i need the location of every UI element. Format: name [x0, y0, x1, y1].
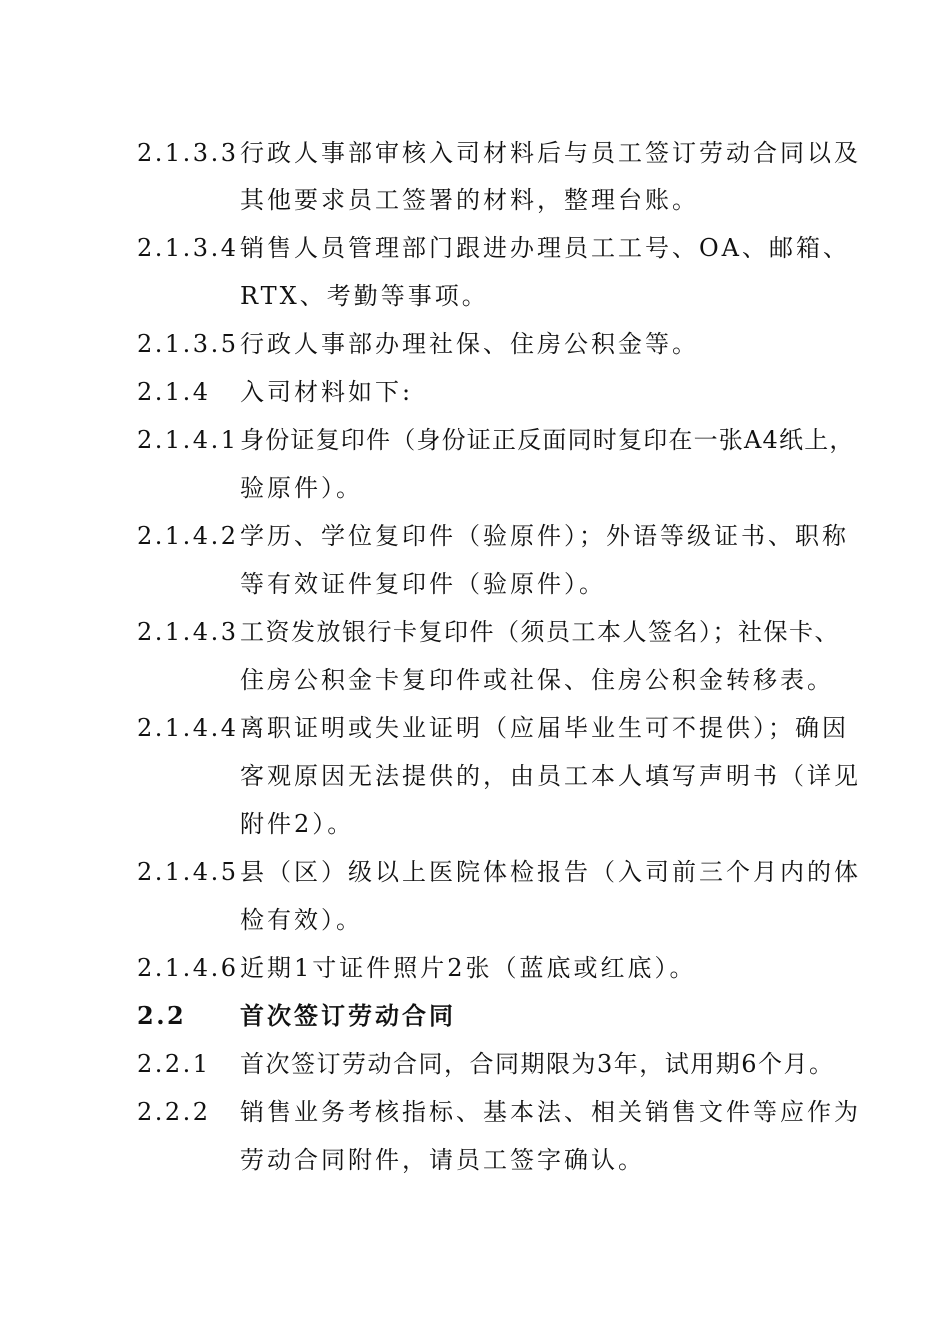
clause-number: 2.1.3.3 — [137, 139, 239, 167]
section-title: 首次签订劳动合同 — [240, 1001, 456, 1030]
clause-2-1-4-5 — [0, 852, 950, 892]
clause-number: 2.1.4.6 — [137, 954, 239, 982]
clause-number: 2.1.4 — [137, 378, 211, 406]
clause-2-1-3-4-cont — [0, 276, 950, 316]
clause-text: 销售业务考核指标、基本法、相关销售文件等应作为 — [240, 1098, 861, 1126]
clause-2-1-4 — [0, 372, 950, 412]
clause-number: 2.2.1 — [137, 1050, 211, 1078]
clause-number: 2.1.3.5 — [137, 330, 239, 358]
clause-text: 劳动合同附件，请员工签字确认。 — [240, 1146, 645, 1174]
clause-text: 身份证复印件（身份证正反面同时复印在一张A4纸上， — [240, 426, 855, 454]
clause-number: 2.1.4.4 — [137, 714, 239, 742]
clause-text: 其他要求员工签署的材料，整理台账。 — [240, 186, 699, 214]
clause-text: 行政人事部办理社保、住房公积金等。 — [240, 330, 699, 358]
clause-2-1-4-4-cont1 — [0, 756, 950, 796]
clause-number: 2.1.3.4 — [137, 234, 239, 262]
section-heading-2-2 — [0, 996, 950, 1036]
clause-text: 附件2）。 — [240, 810, 355, 838]
clause-2-1-4-3 — [0, 612, 950, 652]
clause-text: 行政人事部审核入司材料后与员工签订劳动合同以及 — [240, 139, 861, 167]
clause-text: 学历、学位复印件（验原件）；外语等级证书、职称 — [240, 522, 849, 550]
clause-number: 2.1.4.2 — [137, 522, 239, 550]
clause-text: RTX、考勤等事项。 — [240, 282, 489, 310]
clause-2-2-2 — [0, 1092, 950, 1132]
clause-2-1-4-2 — [0, 516, 950, 556]
clause-text: 住房公积金卡复印件或社保、住房公积金转移表。 — [240, 666, 834, 694]
clause-number: 2.1.4.3 — [137, 618, 239, 646]
clause-2-1-4-1-cont — [0, 468, 950, 508]
clause-2-1-4-5-cont — [0, 900, 950, 940]
clause-text: 近期1寸证件照片2张（蓝底或红底）。 — [240, 954, 697, 982]
clause-2-1-3-3 — [0, 133, 950, 173]
clause-number: 2.1.4.5 — [137, 858, 239, 886]
clause-2-1-4-3-cont — [0, 660, 950, 700]
clause-2-2-2-cont — [0, 1140, 950, 1180]
clause-text: 验原件）。 — [240, 474, 363, 502]
clause-text: 等有效证件复印件（验原件）。 — [240, 570, 606, 598]
clause-text: 县（区）级以上医院体检报告（入司前三个月内的体 — [240, 858, 861, 886]
clause-text: 首次签订劳动合同，合同期限为3年，试用期6个月。 — [240, 1050, 835, 1078]
clause-text: 离职证明或失业证明（应届毕业生可不提供）；确因 — [240, 714, 849, 742]
clause-2-1-4-4 — [0, 708, 950, 748]
clause-number: 2.2.2 — [137, 1098, 211, 1126]
clause-2-1-3-3-cont — [0, 180, 950, 220]
section-number: 2.2 — [137, 1001, 187, 1030]
clause-text: 检有效）。 — [240, 906, 363, 934]
clause-text: 销售人员管理部门跟进办理员工工号、OA、邮箱、 — [240, 234, 851, 262]
clause-text: 客观原因无法提供的，由员工本人填写声明书（详见 — [240, 762, 861, 790]
clause-2-1-4-1 — [0, 420, 950, 460]
clause-2-1-4-4-cont2 — [0, 804, 950, 844]
clause-2-1-3-5 — [0, 324, 950, 364]
clause-2-2-1 — [0, 1044, 950, 1084]
clause-text: 工资发放银行卡复印件（须员工本人签名）；社保卡、 — [240, 618, 840, 646]
clause-text: 入司材料如下: — [240, 378, 414, 406]
clause-2-1-4-2-cont — [0, 564, 950, 604]
clause-2-1-4-6 — [0, 948, 950, 988]
clause-number: 2.1.4.1 — [137, 426, 239, 454]
clause-2-1-3-4 — [0, 228, 950, 268]
